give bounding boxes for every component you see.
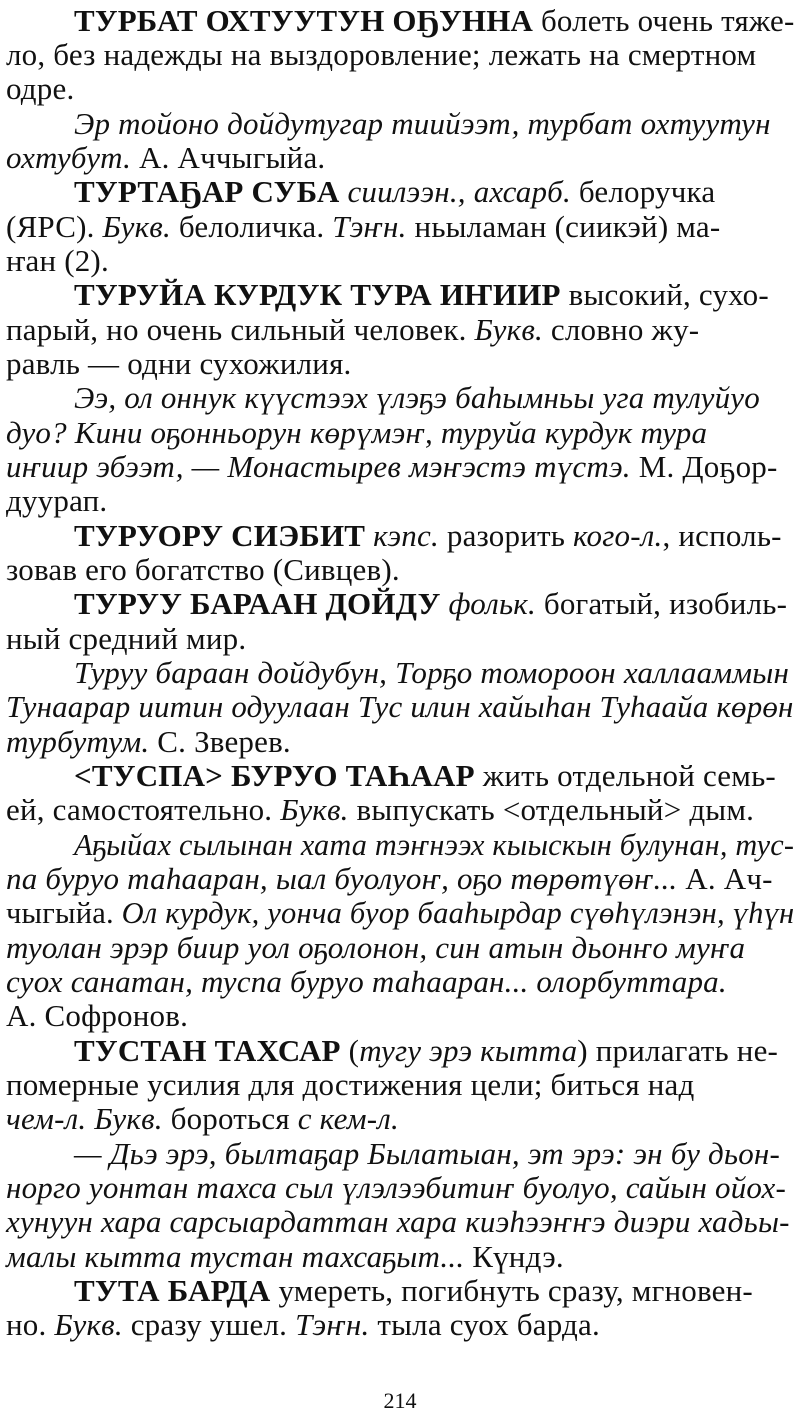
italic-text: иҥиир эбээт, — Монастырев мэҥэстэ түстэ. [6, 449, 631, 484]
page-number: 214 [383, 1388, 417, 1413]
body-text: белоличка. [170, 209, 333, 244]
headword: ТУРУЙА КУРДУК ТУРА ИҤИИР [74, 277, 561, 312]
text-line [74, 519, 794, 553]
text-line [6, 896, 794, 930]
text-line [6, 72, 794, 106]
body-text: но. [6, 1307, 55, 1342]
body-text: чыгыйа. [6, 895, 122, 930]
text-line [6, 1308, 794, 1342]
text-line [6, 1068, 794, 1102]
text-line [6, 38, 794, 72]
text-line [6, 416, 794, 450]
body-text: С. Зверев. [149, 724, 291, 759]
italic-text: кэпс. [365, 518, 439, 553]
italic-text: тугу эрэ кытта [359, 1033, 578, 1068]
text-line [6, 965, 794, 999]
body-text: жить отдельной семь- [474, 758, 776, 793]
italic-text: Букв. [102, 209, 171, 244]
text-line [6, 690, 794, 724]
text-line [74, 828, 794, 862]
italic-text: охтубут. [6, 140, 132, 175]
italic-text: Ээ, ол оннук күүстээх үлэҕэ баһымньы уга тулуйуо [74, 380, 760, 415]
italic-text: фольк. [440, 586, 536, 621]
body-text: бороться [162, 1101, 298, 1136]
headword: ТУРУОРУ СИЭБИТ [74, 518, 366, 553]
headword: ТУРТАҔАР СУБА [74, 174, 340, 209]
text-line [74, 759, 794, 793]
body-text: ) прилагать не- [577, 1033, 779, 1068]
body-text: умереть, погибнуть сразу, мгновен- [270, 1273, 753, 1308]
text-line [6, 1171, 794, 1205]
body-text: богатый, изобиль- [535, 586, 788, 621]
italic-text: кого-л. [573, 518, 663, 553]
text-line [6, 484, 794, 518]
headword: <ТУСПА> БУРУО ТАҺААР [74, 758, 475, 793]
body-text: равль — одни сухожилия. [6, 346, 352, 381]
text-line [6, 725, 794, 759]
italic-text: хунуун хара сарсыардаттан хара киэһээҥҥэ диэри хадьы- [6, 1204, 790, 1239]
italic-text: — Дьэ эрэ, былтаҕар Былатыан, эт эрэ: эн бу дьон- [74, 1136, 780, 1171]
text-line [74, 175, 794, 209]
headword: ТУСТАН ТАХСАР [74, 1033, 341, 1068]
body-text: М. Доҕор- [630, 449, 778, 484]
text-line [6, 450, 794, 484]
italic-text: Букв. [280, 792, 349, 827]
italic-text: норго уонтан тахса сыл үлэлээбитиҥ буолуо, сайын ойох- [6, 1170, 786, 1205]
body-text: разорить [438, 518, 574, 553]
italic-text: с кем-л. [297, 1101, 399, 1136]
italic-text: суох санатан, туспа буруо таһааран... олорбуттара. [6, 964, 727, 999]
italic-text: Эр тойоно дойдутугар тиийээт, турбат охтуутун [74, 106, 771, 141]
body-text: белоручка [570, 174, 716, 209]
text-line [6, 313, 794, 347]
body-text: , исполь- [662, 518, 782, 553]
body-text: ньыламан (сиикэй) ма- [406, 209, 721, 244]
italic-text: па буруо таһааран, ыал буолуоҥ, оҕо төрөтүөҥ... [6, 861, 678, 896]
italic-text: сиилээн., ахсарб. [339, 174, 571, 209]
text-line [74, 656, 794, 690]
text-line [6, 931, 794, 965]
italic-text: Тэҥн. [295, 1307, 370, 1342]
body-text: выпускать <отдельный> дым. [348, 792, 755, 827]
headword: ТУРУУ БАРААН ДОЙДУ [74, 586, 441, 621]
text-line [6, 622, 794, 656]
text-line [6, 1240, 794, 1274]
italic-text: Тэҥн. [332, 209, 407, 244]
italic-text: Аҕыйах сылынан хата тэҥнээх кыыскын булунан, тус- [74, 827, 795, 862]
text-line [74, 4, 794, 38]
text-line [74, 1034, 794, 1068]
text-line [6, 999, 794, 1033]
body-text: А. Софронов. [6, 998, 189, 1033]
italic-text: чем-л. Букв. [6, 1101, 163, 1136]
text-line [6, 1205, 794, 1239]
text-line [6, 244, 794, 278]
text-line [74, 107, 794, 141]
headword: ТУТА БАРДА [74, 1273, 271, 1308]
body-text: (ЯРС). [6, 209, 103, 244]
body-text: парый, но очень сильный человек. [6, 312, 475, 347]
body-text: сразу ушел. [122, 1307, 296, 1342]
body-text: А. Аччыгыйа. [131, 140, 326, 175]
italic-text: малы кытта тустан тахсаҕыт... [6, 1239, 465, 1274]
body-text: померные усилия для достижения цели; биться над [6, 1067, 695, 1102]
body-text: высокий, сухо- [560, 277, 769, 312]
text-line [6, 141, 794, 175]
text-line [74, 381, 794, 415]
body-text: дуурап. [6, 483, 108, 518]
text-line [6, 1102, 794, 1136]
text-line [74, 1137, 794, 1171]
text-line [6, 347, 794, 381]
italic-text: Букв. [54, 1307, 123, 1342]
italic-text: туолан эрэр биир уол оҕолонон, син атын дьонҥо муҥа [6, 930, 746, 965]
body-text: зовав его богатство (Сивцев). [6, 552, 400, 587]
text-line [6, 210, 794, 244]
body-text: одре. [6, 71, 75, 106]
text-line [74, 1274, 794, 1308]
body-text: тыла суох барда. [369, 1307, 600, 1342]
body-text: ( [340, 1033, 360, 1068]
text-line [74, 587, 794, 621]
italic-text: Тунаарар иитин одуулаан Тус илин хайыһан Туһаайа көрөн [6, 689, 794, 724]
body-text: ло, без надежды на выздоровление; лежать на смертном [6, 37, 757, 72]
body-text: А. Ач- [677, 861, 773, 896]
italic-text: дуо? Кини оҕонньорун көрүмэҥ, туруйа курдук тура [6, 415, 708, 450]
body-text: ҥан (2). [6, 243, 109, 278]
italic-text: Букв. [474, 312, 543, 347]
headword: ТУРБАТ ОХТУУТУН ОҔУННА [74, 3, 534, 38]
italic-text: турбутум. [6, 724, 150, 759]
text-line [74, 278, 794, 312]
body-text: словно жу- [542, 312, 700, 347]
body-text: Күндэ. [464, 1239, 564, 1274]
italic-text: Ол курдук, уонча буор бааһырдар сүөһүлэнэн, үһүн [121, 895, 795, 930]
body-text: ный средний мир. [6, 621, 247, 656]
text-line [6, 553, 794, 587]
body-text: болеть очень тяже- [533, 3, 795, 38]
text-line [6, 793, 794, 827]
text-line [6, 862, 794, 896]
italic-text: Туруу бараан дойдубун, Торҕо томороон халлааммын [74, 655, 790, 690]
body-text: ей, самостоятельно. [6, 792, 281, 827]
